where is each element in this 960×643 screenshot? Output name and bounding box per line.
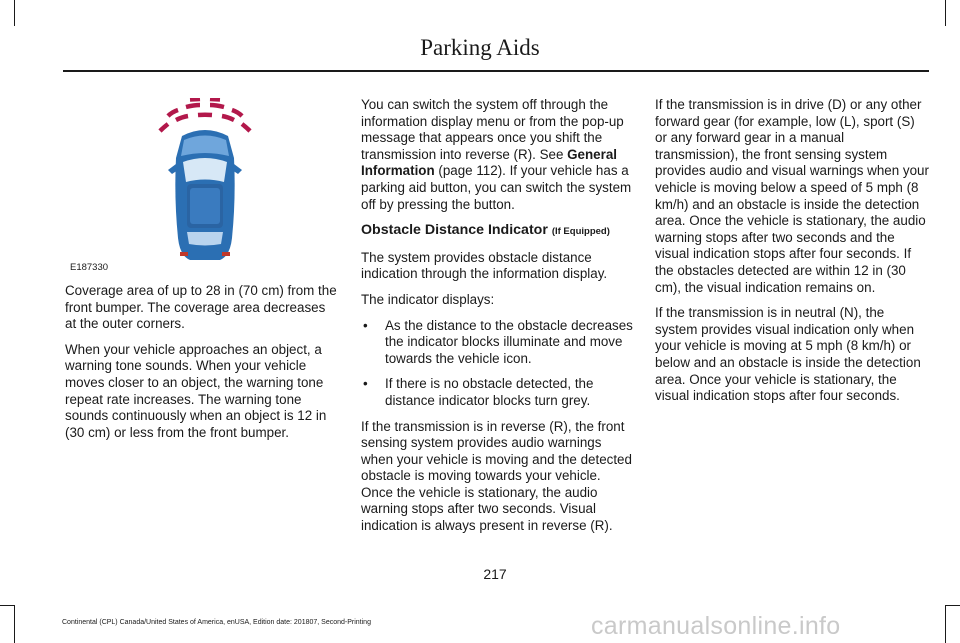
page-title: Parking Aids <box>420 35 540 60</box>
bullet-icon: • <box>363 376 368 392</box>
section-heading: Obstacle Distance Indicator (If Equipped) <box>361 222 610 239</box>
crop-mark-bottom-left <box>14 605 15 643</box>
bullet-icon: • <box>363 317 368 333</box>
coverage-paragraph: Coverage area of up to 28 in (70 cm) from the front bumper. The coverage area decreases at the outer corners. <box>65 283 337 332</box>
if-equipped-note: (If Equipped) <box>551 226 610 238</box>
indicator-displays-label: The indicator displays: <box>361 291 495 307</box>
figure-label: E187330 <box>70 262 109 273</box>
watermark: carmanualsonline.info <box>591 612 841 640</box>
car-top-view-icon <box>150 98 260 268</box>
page-number: 217 <box>483 566 507 582</box>
drive-paragraph: If the transmission is in drive (D) or any other forward gear (for example, low (L), sport (S) or any forward gear in a manual transmission), the front sensing system provides audio and visual warnings when your vehicle is moving below a speed of 5 mph (8 km/h) and an obstacle is inside the detection area. Once the vehicle is stationary, the audio warning stops after two seconds and the visual indication stops after four seconds. If the obstacles detected are within 12 in (30 cm), the visual indication remains on. <box>655 97 929 295</box>
header-rule <box>63 70 929 72</box>
car-sensor-figure <box>150 98 260 268</box>
general-information-link[interactable]: General Information <box>361 146 618 179</box>
reverse-paragraph: If the transmission is in reverse (R), the front sensing system provides audio warnings when your vehicle is moving and the detected obstacle is moving towards your vehicle. Once the vehicle is stationary, the audio warning stops after two seconds. Visual indication is always present in reverse (R). <box>361 418 632 534</box>
list-item: • As the distance to the obstacle decreases the indicator blocks illuminate and move towards the vehicle icon. <box>363 317 633 366</box>
switch-off-paragraph: You can switch the system off through the information display menu or from the pop-up message that appears once you shift the transmission into reverse (R). See General Information (page 112). If your vehicle has a parking aid button, you can switch the system off by pressing the button. <box>361 97 632 212</box>
crop-mark-top-right <box>945 0 946 26</box>
neutral-paragraph: If the transmission is in neutral (N), the system provides visual indication only when your vehicle is moving at 5 mph (8 km/h) or below and an obstacle is inside the detection area. Once your vehicle is stationary, the visual indication stops after four seconds. <box>655 305 921 404</box>
crop-mark-bottom-left-h <box>0 605 14 606</box>
indicator-bullet-list <box>361 318 635 410</box>
list-item: • If there is no obstacle detected, the distance indicator blocks turn grey. <box>363 376 594 408</box>
column-1 <box>65 283 339 450</box>
indication-paragraph: The system provides obstacle distance indication through the information display. <box>361 249 608 282</box>
column-2 <box>361 97 635 544</box>
crop-mark-bottom-right-h <box>946 605 960 606</box>
crop-mark-bottom-right <box>945 605 946 643</box>
footer-text: Continental (CPL) Canada/United States of America, enUSA, Edition date: 201807, Second-Printing <box>62 619 371 626</box>
crop-mark-top-left <box>14 0 15 26</box>
column-3 <box>655 97 929 414</box>
warning-tone-paragraph: When your vehicle approaches an object, a warning tone sounds. When your vehicle moves closer to an object, the warning tone repeat rate increases. The warning tone sounds continuously when an object is 12 in (30 cm) or less from the front bumper. <box>65 341 327 440</box>
